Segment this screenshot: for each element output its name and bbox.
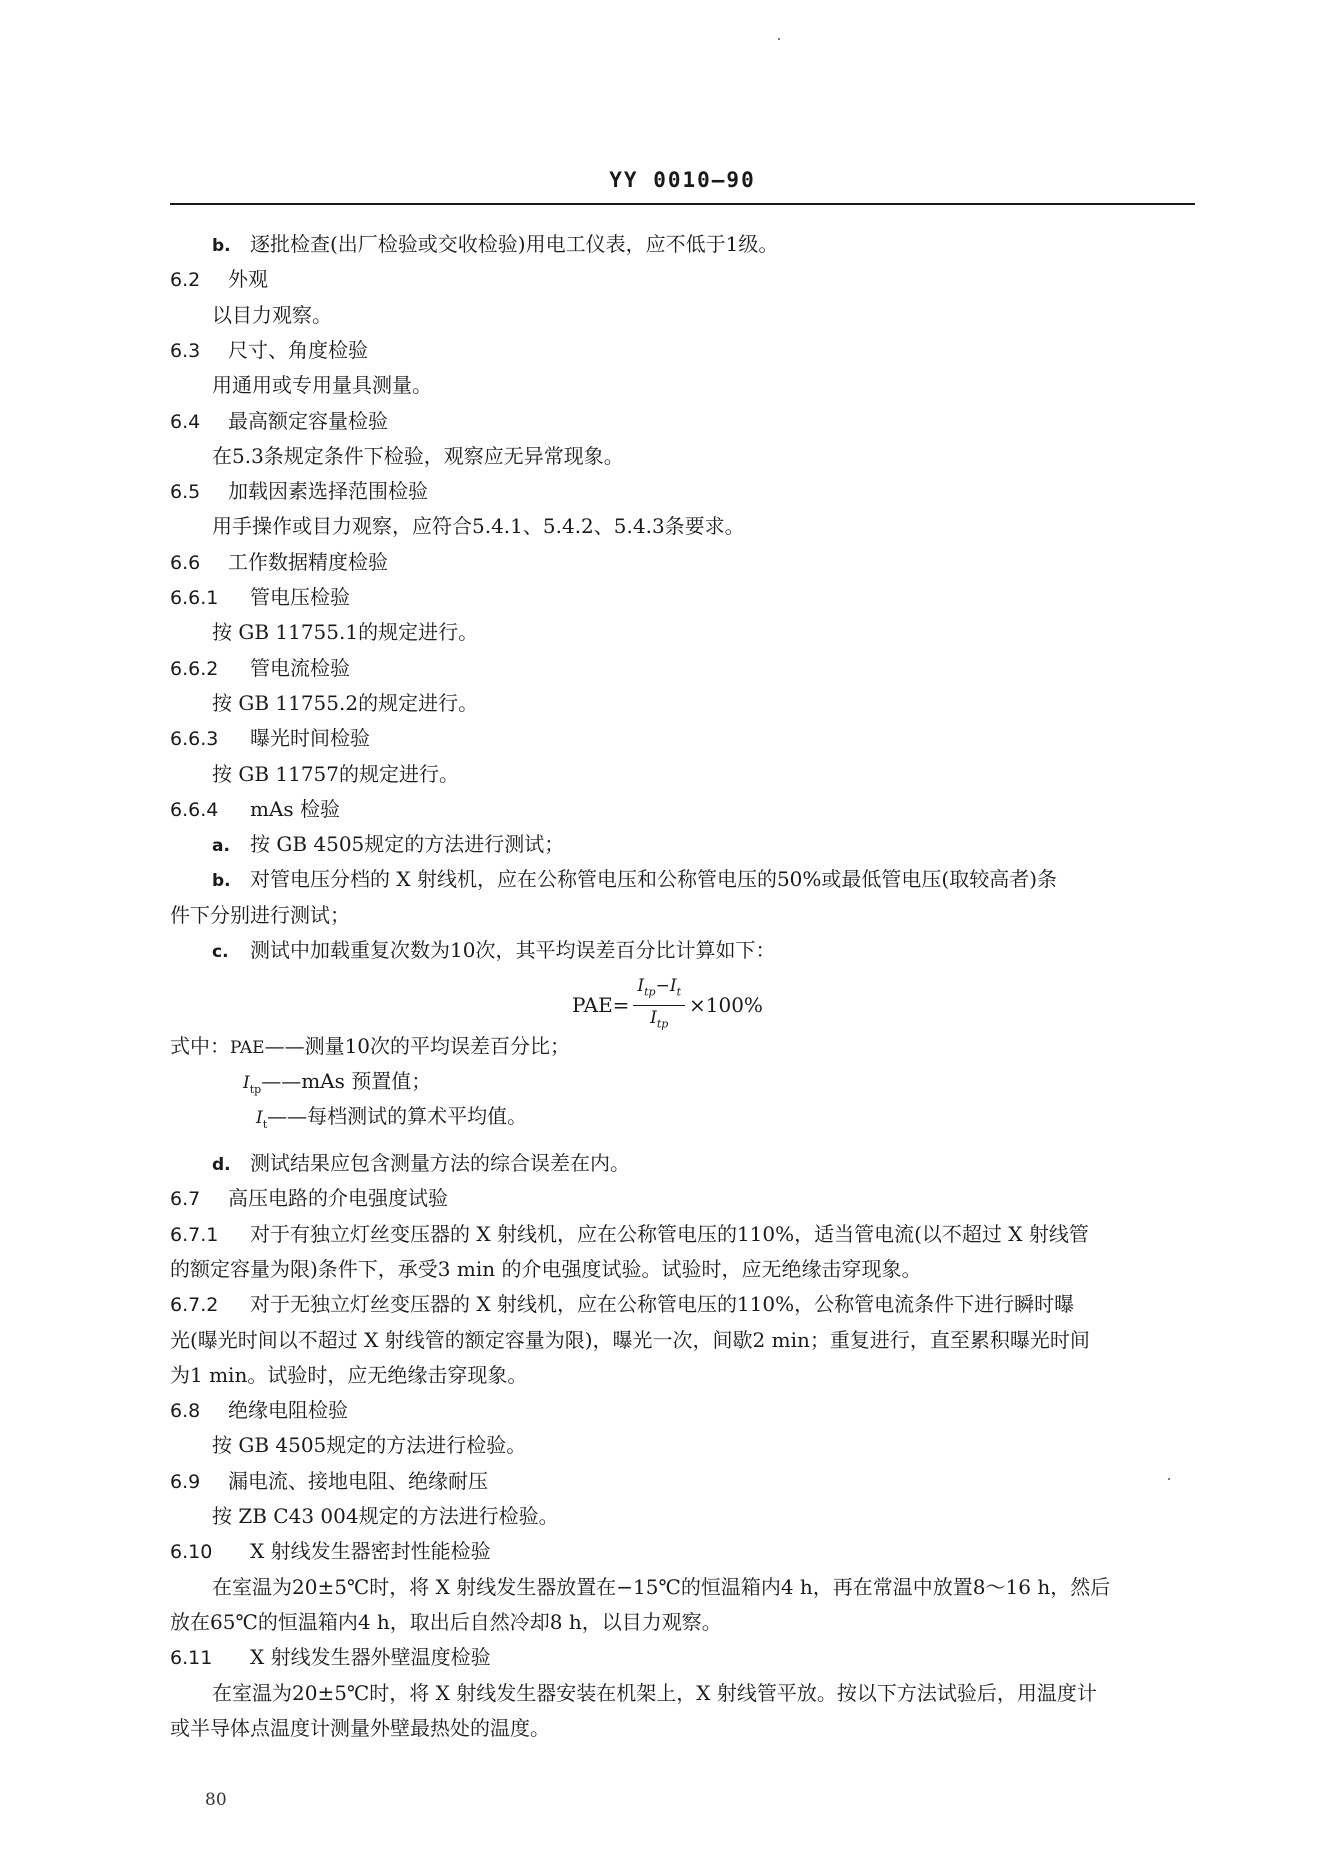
formula-rhs: ×100% <box>689 993 763 1017</box>
formula-num-b-sub: t <box>676 985 681 999</box>
section-number: 6.6.2 <box>170 657 219 680</box>
text-line: 在室温为20±5℃时，将 X 射线发生器安装在机架上，X 射线管平放。按以下方法试验后，用温度计 <box>212 1680 1097 1705</box>
section-number: 6.10 <box>170 1541 213 1564</box>
section-number: 6.7.2 <box>170 1294 219 1317</box>
section-number: 6.6.3 <box>170 728 219 751</box>
section-title: 加载因素选择范围检验 <box>228 479 428 504</box>
legend-line <box>170 1032 570 1062</box>
text-line <box>170 548 388 577</box>
legend-text: ——每档测试的算术平均值。 <box>267 1104 528 1128</box>
text-line: 或半导体点温度计测量外壁最热处的温度。 <box>170 1715 550 1740</box>
text-line <box>170 1184 448 1213</box>
formula-num-b: I <box>669 976 677 997</box>
section-title: 漏电流、接地电阻、绝缘耐压 <box>228 1468 488 1493</box>
legend-line <box>243 1067 431 1104</box>
text-line: 件下分别进行测试； <box>170 902 350 927</box>
formula-numerator <box>633 975 685 1005</box>
text-line <box>170 1290 1074 1319</box>
section-title: 外观 <box>228 267 268 292</box>
text-line <box>170 1467 488 1496</box>
page-number: 80 <box>205 1790 227 1810</box>
text-line: 为1 min。试验时，应无绝缘击穿现象。 <box>170 1362 528 1387</box>
item-text: 测试中加载重复次数为10次，其平均误差百分比计算如下： <box>250 938 776 962</box>
text-line: 按 GB 11755.1的规定进行。 <box>212 620 479 645</box>
legend-text: ——mAs 预置值； <box>261 1069 432 1093</box>
text-line <box>170 724 370 753</box>
text-line: 在5.3条规定条件下检验，观察应无异常现象。 <box>212 443 624 468</box>
item-label: a. <box>212 836 230 857</box>
section-title: 对于有独立灯丝变压器的 X 射线机，应在公称管电压的110%，适当管电流(以不超过 X 射线管 <box>250 1221 1089 1246</box>
section-title: 高压电路的介电强度试验 <box>228 1186 448 1211</box>
formula-lhs: PAE= <box>572 993 630 1017</box>
text-line <box>212 1149 630 1179</box>
text-line <box>170 265 268 294</box>
formula-denominator <box>650 1006 668 1035</box>
text-line: 在室温为20±5℃时，将 X 射线发生器放置在−15℃的恒温箱内4 h，再在常温中放置8～16 h，然后 <box>212 1574 1111 1599</box>
item-text: 逐批检查(出厂检验或交收检验)用电工仪表，应不低于1级。 <box>250 232 779 256</box>
section-number: 6.5 <box>170 481 201 504</box>
item-text: 按 GB 4505规定的方法进行测试； <box>250 832 565 857</box>
section-number: 6.6.4 <box>170 798 219 821</box>
section-title: 尺寸、角度检验 <box>228 337 368 362</box>
legend-symbol: I <box>243 1073 250 1093</box>
section-number: 6.8 <box>170 1400 201 1423</box>
scan-speck <box>1168 1478 1170 1480</box>
section-title: X 射线发生器外壁温度检验 <box>250 1645 491 1670</box>
section-title: X 射线发生器密封性能检验 <box>250 1539 491 1564</box>
formula-minus: − <box>655 976 670 997</box>
section-number: 6.2 <box>170 269 201 292</box>
text-line <box>170 583 350 612</box>
text-line <box>170 795 340 824</box>
text-line: 用通用或专用量具测量。 <box>212 373 432 398</box>
section-title: 管电流检验 <box>250 655 350 680</box>
text-line: 光(曝光时间以不超过 X 射线管的额定容量为限)，曝光一次，间歇2 min；重复进行，直至累积曝光时间 <box>170 1327 1090 1352</box>
text-line <box>212 830 564 860</box>
section-title: 最高额定容量检验 <box>228 408 388 433</box>
text-line <box>170 1396 348 1425</box>
section-title: 曝光时间检验 <box>250 726 370 751</box>
text-line: 按 GB 11755.2的规定进行。 <box>212 690 479 715</box>
text-line <box>170 1643 491 1672</box>
section-number: 6.7 <box>170 1188 201 1211</box>
section-title: 工作数据精度检验 <box>228 549 388 574</box>
text-line: 的额定容量为限)条件下，承受3 min 的介电强度试验。试验时，应无绝缘击穿现象。 <box>170 1256 922 1281</box>
document-code-header: YY 0010—90 <box>609 168 756 192</box>
section-number: 6.6 <box>170 551 201 574</box>
formula-num-a: I <box>637 976 645 997</box>
text-line <box>170 336 368 365</box>
section-title: 管电压检验 <box>250 585 350 609</box>
section-title: 对于无独立灯丝变压器的 X 射线机，应在公称管电压的110%，公称管电流条件下进行瞬时曝 <box>250 1292 1075 1317</box>
section-number: 6.3 <box>170 339 201 362</box>
section-number: 6.4 <box>170 410 201 433</box>
section-number: 6.6.1 <box>170 587 219 609</box>
item-label: c. <box>212 942 229 962</box>
text-line <box>170 407 388 436</box>
formula-fraction <box>633 975 685 1035</box>
legend-symbol-sub: t <box>262 1118 268 1131</box>
text-line <box>212 865 1057 895</box>
item-text: 测试结果应包含测量方法的综合误差在内。 <box>250 1151 630 1175</box>
item-label: b. <box>212 236 231 256</box>
header-rule <box>170 203 1195 205</box>
text-line: 放在65℃的恒温箱内4 h，取出后自然冷却8 h，以目力观察。 <box>170 1609 722 1634</box>
legend-symbol-sub: tp <box>249 1083 262 1096</box>
formula-num-a-sub: tp <box>644 985 656 999</box>
section-title: mAs 检验 <box>250 796 341 821</box>
item-label: b. <box>212 871 231 892</box>
text-line: 按 ZB C43 004规定的方法进行检验。 <box>212 1504 559 1528</box>
formula-den: I <box>650 1007 657 1028</box>
legend-symbol: I <box>256 1108 263 1128</box>
text-line: 按 GB 11757的规定进行。 <box>212 761 460 786</box>
text-line <box>212 230 778 260</box>
scan-speck <box>778 38 780 40</box>
section-number: 6.11 <box>170 1647 213 1670</box>
text-line <box>170 1537 491 1566</box>
text-line: 按 GB 4505规定的方法进行检验。 <box>212 1433 527 1458</box>
text-line <box>170 477 428 506</box>
legend-text: ——测量10次的平均误差百分比； <box>264 1034 571 1058</box>
text-line <box>170 1220 1089 1249</box>
section-number: 6.7.1 <box>170 1223 219 1246</box>
item-text: 对管电压分档的 X 射线机，应在公称管电压和公称管电压的50%或最低管电压(取较高者)条 <box>250 867 1058 892</box>
text-line <box>170 654 350 683</box>
formula-den-sub: tp <box>656 1016 669 1030</box>
legend-prefix: 式中： <box>170 1034 230 1058</box>
text-line <box>212 936 775 966</box>
legend-line <box>256 1102 527 1139</box>
text-line: 用手操作或目力观察，应符合5.4.1、5.4.2、5.4.3条要求。 <box>212 514 745 539</box>
section-number: 6.9 <box>170 1470 201 1493</box>
legend-symbol: PAE <box>230 1038 265 1058</box>
item-label: d. <box>212 1155 231 1175</box>
pae-formula <box>572 970 763 1040</box>
text-line: 以目力观察。 <box>212 302 332 327</box>
section-title: 绝缘电阻检验 <box>228 1398 348 1423</box>
